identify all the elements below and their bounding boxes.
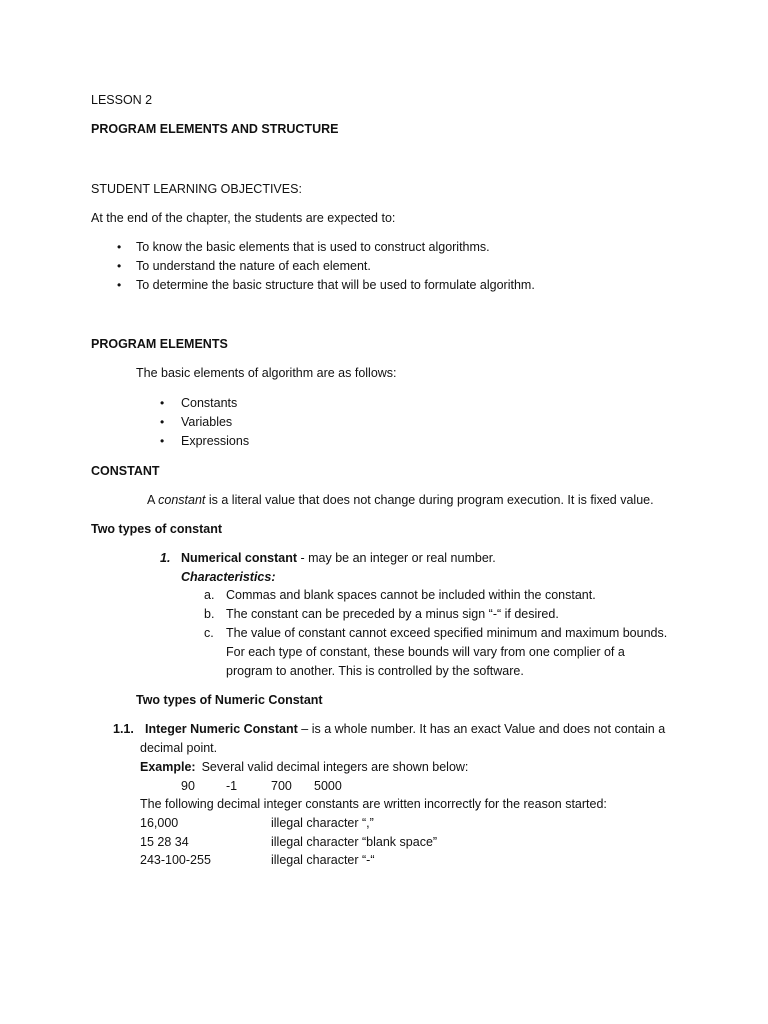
program-elements-intro: The basic elements of algorithm are as follows: [136, 366, 397, 380]
element-item: Expressions [181, 434, 250, 448]
characteristics-label: Characteristics: [181, 570, 276, 584]
objectives-intro: At the end of the chapter, the students are expected to: [91, 211, 396, 225]
constant-types-heading: Two types of constant [91, 522, 223, 536]
characteristic-item-cont: program to another. This is controlled by the software. [226, 664, 524, 678]
valid-integer: 700 [271, 779, 292, 793]
characteristic-item: Commas and blank spaces cannot be included within the constant. [226, 588, 596, 602]
characteristic-item-cont: For each type of constant, these bounds will vary from one complier of a [226, 645, 625, 659]
constant-heading: CONSTANT [91, 464, 160, 478]
program-elements-heading: PROGRAM ELEMENTS [91, 337, 228, 351]
numerical-constant: Numerical constant - may be an integer or real number. [181, 551, 496, 565]
characteristic-item: The value of constant cannot exceed specified minimum and maximum bounds. [226, 626, 668, 640]
lesson-label: LESSON 2 [91, 93, 153, 107]
invalid-value: 16,000 [140, 816, 179, 830]
numerical-marker: 1. [160, 551, 171, 565]
invalid-reason: illegal character “blank space” [271, 835, 438, 849]
bullet-icon: • [117, 259, 122, 273]
invalid-reason: illegal character “,” [271, 816, 374, 830]
invalid-value: 243-100-255 [140, 853, 211, 867]
integer-marker: 1.1. [113, 722, 134, 736]
bullet-icon: • [117, 278, 122, 292]
objective-item: To understand the nature of each element. [136, 259, 371, 273]
page-title: PROGRAM ELEMENTS AND STRUCTURE [91, 122, 339, 136]
element-item: Variables [181, 415, 233, 429]
characteristic-item: The constant can be preceded by a minus sign “-“ if desired. [226, 607, 559, 621]
integer-definition-cont: decimal point. [140, 741, 218, 755]
constant-term: constant [158, 493, 206, 507]
example-label: Example: [140, 760, 196, 774]
example-line: Example: Several valid decimal integers are shown below: [140, 760, 469, 774]
objectives-heading: STUDENT LEARNING OBJECTIVES: [91, 182, 302, 196]
bullet-icon: • [117, 240, 122, 254]
valid-integer: 90 [181, 779, 195, 793]
element-item: Constants [181, 396, 238, 410]
objective-item: To know the basic elements that is used to construct algorithms. [136, 240, 490, 254]
valid-integer: 5000 [314, 779, 342, 793]
valid-integer: -1 [226, 779, 238, 793]
objective-item: To determine the basic structure that will be used to formulate algorithm. [136, 278, 535, 292]
char-marker: b. [204, 607, 215, 621]
bullet-icon: • [160, 434, 165, 448]
constant-definition: A constant is a literal value that does not change during program execution. It is fixed value. [147, 493, 654, 507]
bullet-icon: • [160, 396, 165, 410]
invalid-value: 15 28 34 [140, 835, 189, 849]
numeric-types-heading: Two types of Numeric Constant [136, 693, 323, 707]
integer-definition: Integer Numeric Constant – is a whole number. It has an exact Value and does not contain a [145, 722, 666, 736]
char-marker: a. [204, 588, 215, 602]
invalid-intro: The following decimal integer constants are written incorrectly for the reason started: [140, 797, 607, 811]
bullet-icon: • [160, 415, 165, 429]
char-marker: c. [204, 626, 214, 640]
invalid-reason: illegal character “-“ [271, 853, 375, 867]
